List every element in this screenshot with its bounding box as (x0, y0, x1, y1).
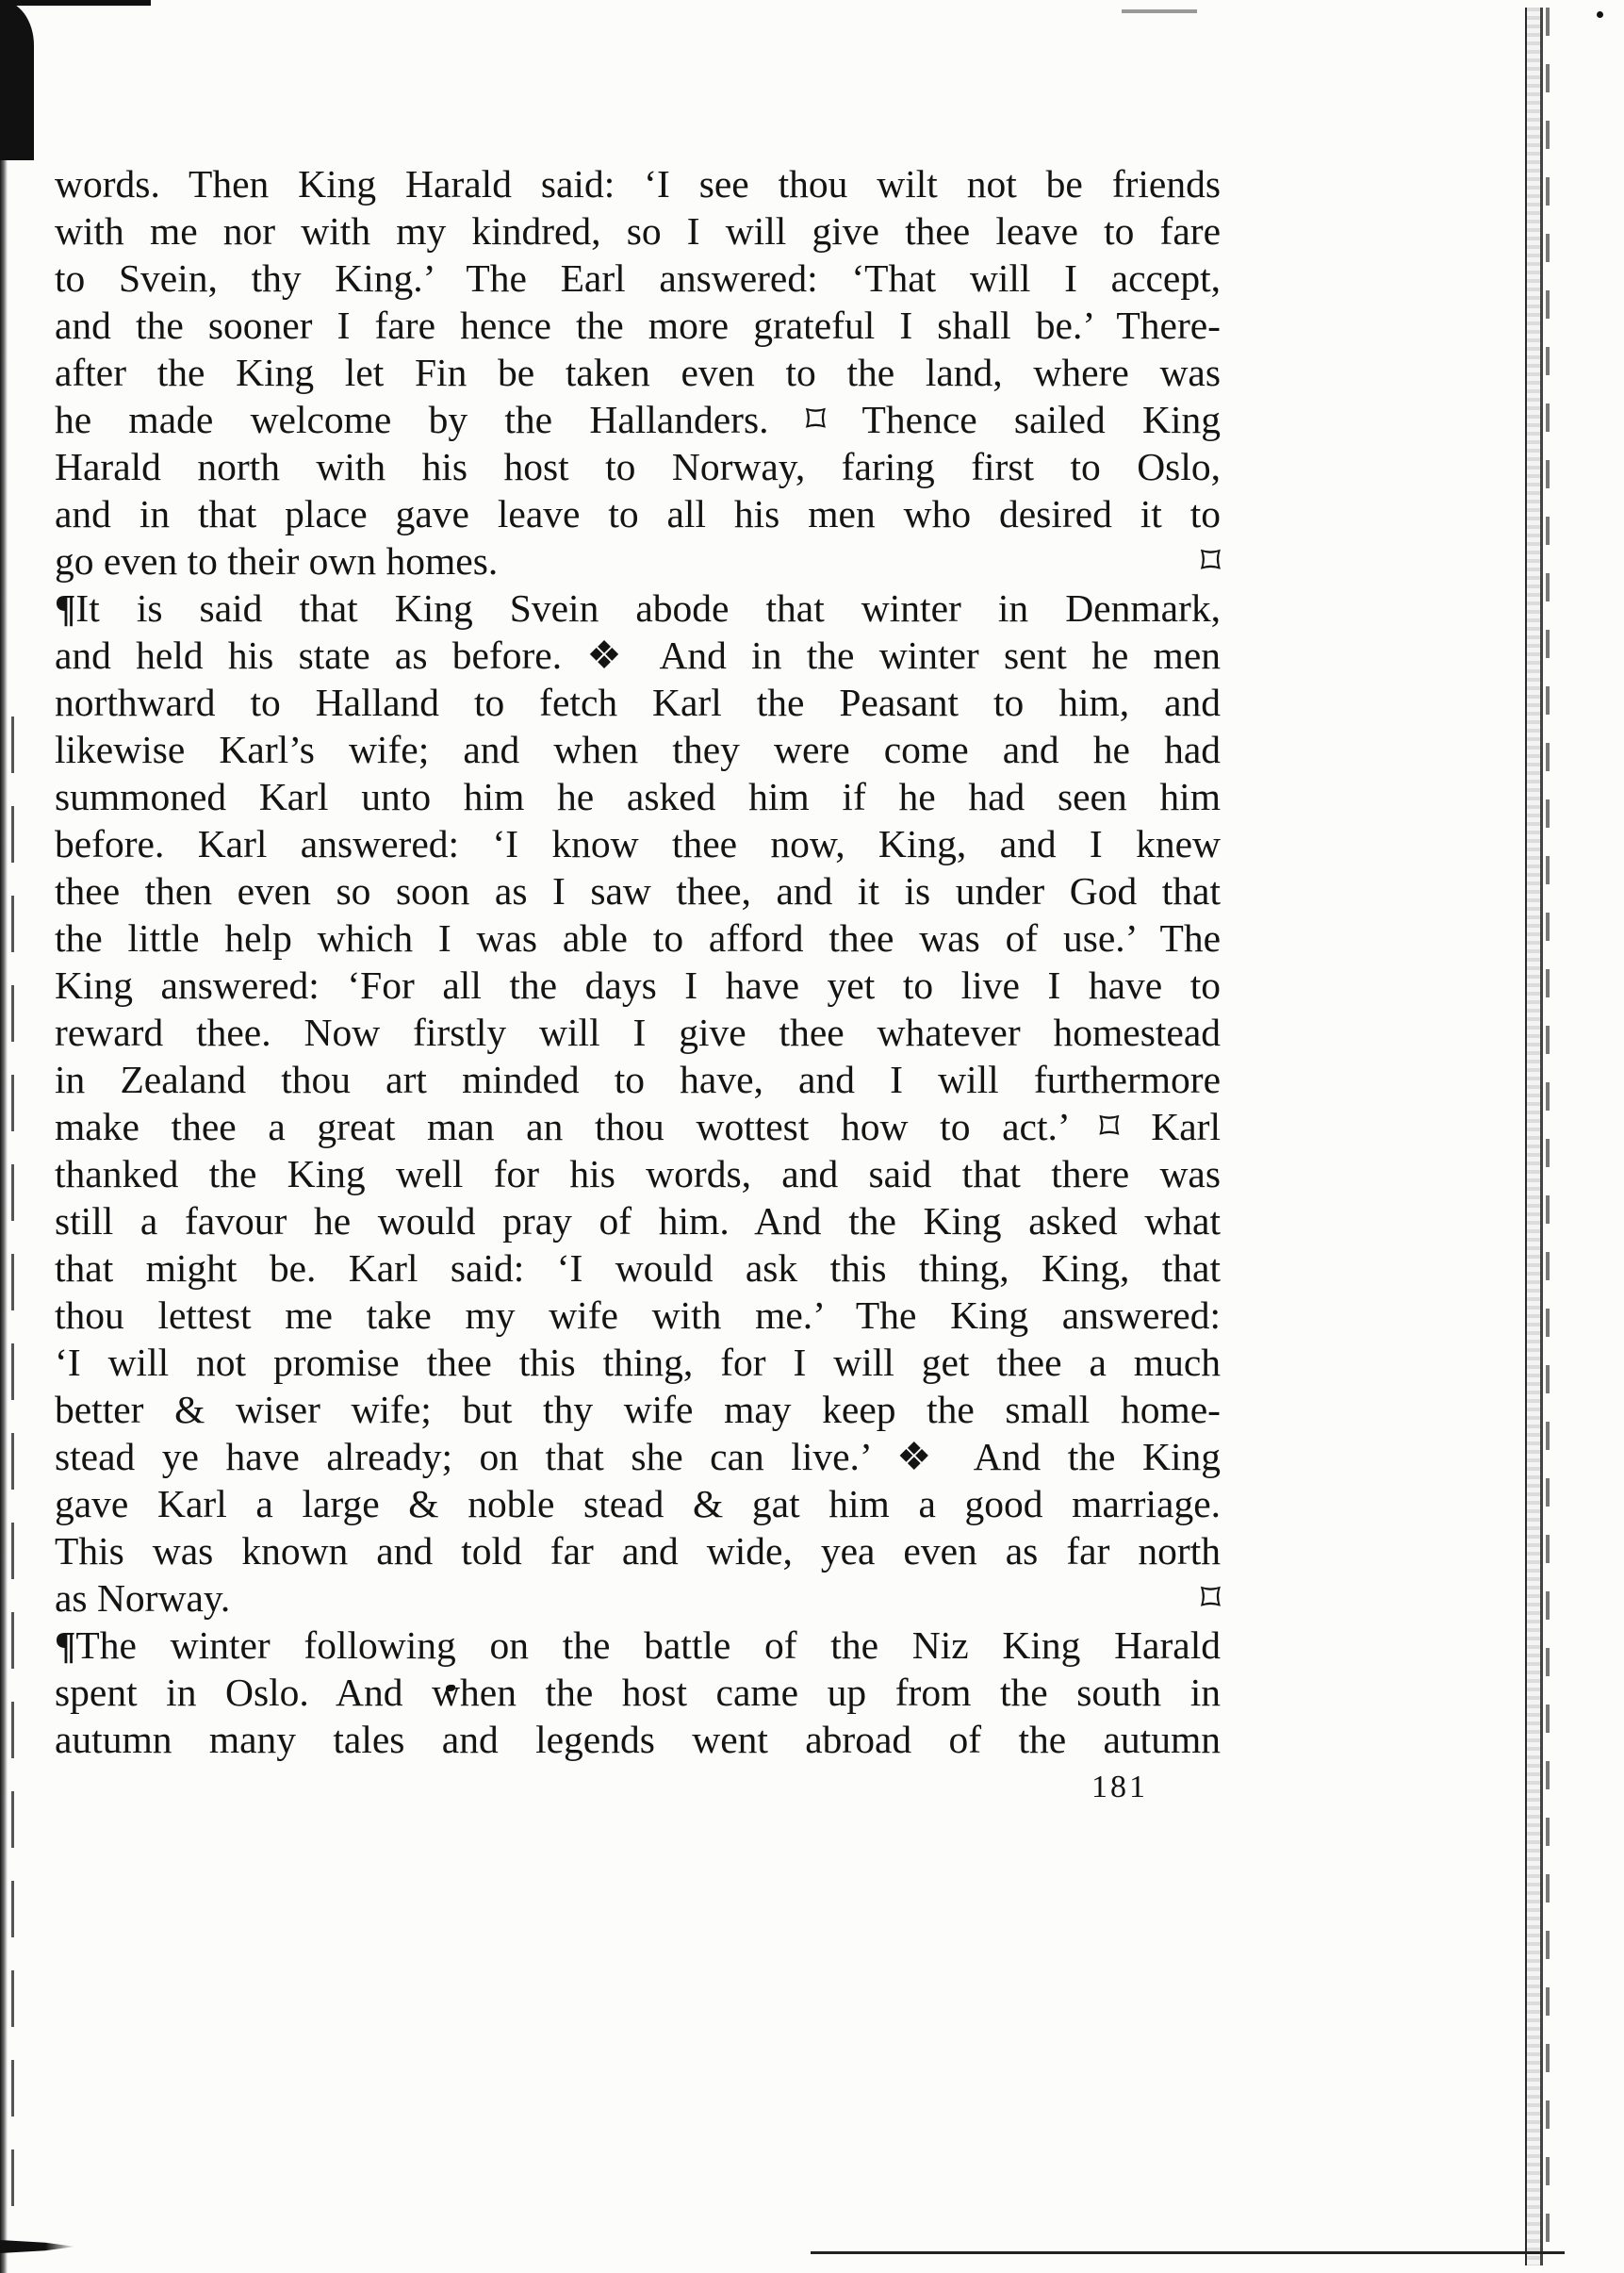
scan-right-binding-marks (1546, 8, 1550, 2265)
scan-left-marks (11, 716, 14, 2215)
page-number: 181 (1091, 1770, 1148, 1804)
text-line: Harald north with his host to Norway, faring first to Oslo, (55, 445, 1221, 488)
scan-left-edge (0, 0, 8, 2273)
text-line: and the sooner I fare hence the more grateful I shall be.’ There- (55, 304, 1221, 347)
text-line: King answered: ‘For all the days I have yet to live I have to (55, 964, 1221, 1007)
text-line: This was known and told far and wide, yea even as far north (55, 1529, 1221, 1573)
text-line-first (55, 585, 1221, 632)
paragraph-2 (55, 585, 1221, 1622)
text-line: still a favour he would pray of him. And the King asked what (55, 1199, 1221, 1243)
text-line: thou lettest me take my wife with me.’ The King answered: (55, 1293, 1221, 1337)
pilcrow-icon: ¶ (55, 586, 76, 630)
text-line-last (55, 537, 1221, 585)
text-line: and in that place gave leave to all his men who desired it to (55, 492, 1221, 535)
text-line: before. Karl answered: ‘I know thee now, King, and I knew (55, 822, 1221, 865)
text-line: spent in Oslo. And when the host came up from the south in (55, 1671, 1221, 1714)
section-end-mark: ⌑ (1200, 539, 1221, 583)
text-line: likewise Karl’s wife; and when they were come and he had (55, 728, 1221, 771)
text-line: that might be. Karl said: ‘I would ask this thing, King, that (55, 1246, 1221, 1290)
text-line: better & wiser wife; but thy wife may keep the small home- (55, 1388, 1221, 1431)
text-line: to Svein, thy King.’ The Earl answered: ‘That will I accept, (55, 256, 1221, 300)
pilcrow-icon: ¶ (55, 1623, 76, 1667)
text-line: gave Karl a large & noble stead & gat him a good marriage. (55, 1482, 1221, 1525)
last-line-text: go even to their own homes. (55, 539, 499, 583)
text-line: he made welcome by the Hallanders. ⌑ Thence sailed King (55, 398, 1221, 441)
text-line: words. Then King Harald said: ‘I see thou wilt not be friends (55, 162, 1221, 206)
text-line: make thee a great man an thou wottest how to act.’ ⌑ Karl (55, 1105, 1221, 1148)
text-line-first (55, 1622, 1221, 1669)
first-line-text: It is said that King Svein abode that winter in Denmark, (75, 586, 1221, 630)
paragraph-1 (55, 160, 1221, 585)
text-line: after the King let Fin be taken even to the land, where was (55, 351, 1221, 394)
scan-bottom-line (811, 2251, 1565, 2254)
text-line: thee then even so soon as I saw thee, and it is under God that (55, 869, 1221, 913)
scan-top-smudge (1122, 9, 1197, 13)
text-line: stead ye have already; on that she can live.’ ❖ And the King (55, 1435, 1221, 1478)
paragraph-3 (55, 1622, 1221, 1763)
first-line-text: The winter following on the battle of the Niz King Harald (75, 1623, 1221, 1667)
text-line: and held his state as before. ❖ And in the winter sent he men (55, 634, 1221, 677)
last-line-text: as Norway. (55, 1576, 231, 1620)
text-line: thanked the King well for his words, and said that there was (55, 1152, 1221, 1195)
text-line: the little help which I was able to afford thee was of use.’ The (55, 916, 1221, 960)
text-line: autumn many tales and legends went abroad of the autumn (55, 1718, 1221, 1761)
text-line-last (55, 1574, 1221, 1622)
section-end-mark: ⌑ (1200, 1576, 1221, 1620)
text-line: northward to Halland to fetch Karl the Peasant to him, and (55, 681, 1221, 724)
text-line: ‘I will not promise thee this thing, for I will get thee a much (55, 1341, 1221, 1384)
scan-corner-top-shadow (0, 0, 151, 6)
scan-dot (1597, 11, 1603, 18)
text-line: in Zealand thou art minded to have, and I will furthermore (55, 1058, 1221, 1101)
text-line: with me nor with my kindred, so I will give thee leave to fare (55, 209, 1221, 253)
scan-bottom-arrow (0, 2240, 75, 2253)
body-text (55, 160, 1221, 1763)
scan-corner-shadow (0, 0, 34, 160)
scan-right-binding (1525, 8, 1543, 2265)
text-line: reward thee. Now firstly will I give thee whatever homestead (55, 1011, 1221, 1054)
text-line: summoned Karl unto him he asked him if he had seen him (55, 775, 1221, 818)
